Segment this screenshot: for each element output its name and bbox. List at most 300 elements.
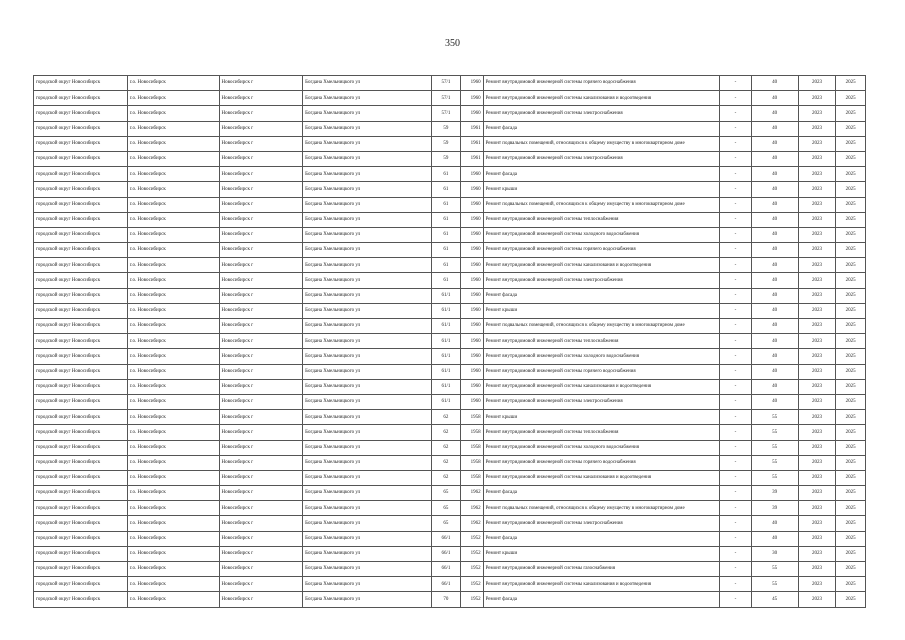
works-table bbox=[33, 75, 866, 608]
year-start-cell: 2023 bbox=[798, 394, 836, 409]
district-cell: г.о. Новосибирск bbox=[127, 349, 219, 364]
year-end-cell: 2025 bbox=[836, 106, 866, 121]
city-cell: Новосибирск г bbox=[219, 470, 303, 485]
year-cell: 1961 bbox=[461, 121, 483, 136]
dash-cell: - bbox=[720, 197, 752, 212]
year-cell: 1952 bbox=[461, 577, 483, 592]
house-cell: 61 bbox=[431, 182, 461, 197]
year-end-cell: 2025 bbox=[836, 394, 866, 409]
year-cell: 1960 bbox=[461, 364, 483, 379]
district-cell: г.о. Новосибирск bbox=[127, 470, 219, 485]
work-type-cell: Ремонт внутридомовой инженерной системы электроснабжения bbox=[483, 516, 720, 531]
house-cell: 61/1 bbox=[431, 288, 461, 303]
year-cell: 1960 bbox=[461, 91, 483, 106]
year-start-cell: 2023 bbox=[798, 410, 836, 425]
street-cell: Богдана Хмельницкого ул bbox=[303, 151, 431, 166]
district-cell: г.о. Новосибирск bbox=[127, 562, 219, 577]
house-cell: 61/1 bbox=[431, 334, 461, 349]
year-end-cell: 2025 bbox=[836, 364, 866, 379]
year-cell: 1960 bbox=[461, 394, 483, 409]
street-cell: Богдана Хмельницкого ул bbox=[303, 106, 431, 121]
year-start-cell: 2023 bbox=[798, 288, 836, 303]
house-cell: 61 bbox=[431, 212, 461, 227]
district-cell: г.о. Новосибирск bbox=[127, 364, 219, 379]
city-cell: Новосибирск г bbox=[219, 197, 303, 212]
house-cell: 61/1 bbox=[431, 303, 461, 318]
year-cell: 1960 bbox=[461, 303, 483, 318]
municipality-cell: городской округ Новосибирск bbox=[34, 516, 128, 531]
table-row bbox=[34, 379, 866, 394]
table-row bbox=[34, 91, 866, 106]
house-cell: 61 bbox=[431, 273, 461, 288]
municipality-cell: городской округ Новосибирск bbox=[34, 91, 128, 106]
table-row bbox=[34, 288, 866, 303]
work-type-cell: Ремонт фасада bbox=[483, 592, 720, 607]
house-cell: 66/1 bbox=[431, 546, 461, 561]
year-cell: 1961 bbox=[461, 151, 483, 166]
year-start-cell: 2023 bbox=[798, 106, 836, 121]
value-cell: 40 bbox=[751, 91, 798, 106]
municipality-cell: городской округ Новосибирск bbox=[34, 501, 128, 516]
value-cell: 40 bbox=[751, 258, 798, 273]
work-type-cell: Ремонт подвальных помещений, относящихся к общему имуществу в многоквартирном доме bbox=[483, 136, 720, 151]
house-cell: 59 bbox=[431, 151, 461, 166]
work-type-cell: Ремонт внутридомовой инженерной системы горячего водоснабжения bbox=[483, 364, 720, 379]
city-cell: Новосибирск г bbox=[219, 227, 303, 242]
house-cell: 62 bbox=[431, 410, 461, 425]
year-end-cell: 2025 bbox=[836, 425, 866, 440]
year-end-cell: 2025 bbox=[836, 151, 866, 166]
city-cell: Новосибирск г bbox=[219, 531, 303, 546]
district-cell: г.о. Новосибирск bbox=[127, 410, 219, 425]
city-cell: Новосибирск г bbox=[219, 273, 303, 288]
year-end-cell: 2025 bbox=[836, 303, 866, 318]
year-start-cell: 2023 bbox=[798, 470, 836, 485]
value-cell: 40 bbox=[751, 273, 798, 288]
municipality-cell: городской округ Новосибирск bbox=[34, 303, 128, 318]
table-row bbox=[34, 227, 866, 242]
street-cell: Богдана Хмельницкого ул bbox=[303, 531, 431, 546]
house-cell: 66/1 bbox=[431, 562, 461, 577]
value-cell: 40 bbox=[751, 334, 798, 349]
city-cell: Новосибирск г bbox=[219, 76, 303, 91]
city-cell: Новосибирск г bbox=[219, 562, 303, 577]
city-cell: Новосибирск г bbox=[219, 319, 303, 334]
dash-cell: - bbox=[720, 394, 752, 409]
city-cell: Новосибирск г bbox=[219, 394, 303, 409]
year-cell: 1960 bbox=[461, 349, 483, 364]
value-cell: 40 bbox=[751, 106, 798, 121]
value-cell: 40 bbox=[751, 212, 798, 227]
house-cell: 62 bbox=[431, 440, 461, 455]
house-cell: 57/1 bbox=[431, 106, 461, 121]
year-end-cell: 2025 bbox=[836, 76, 866, 91]
house-cell: 62 bbox=[431, 455, 461, 470]
work-type-cell: Ремонт фасада bbox=[483, 486, 720, 501]
value-cell: 55 bbox=[751, 440, 798, 455]
city-cell: Новосибирск г bbox=[219, 303, 303, 318]
work-type-cell: Ремонт внутридомовой инженерной системы канализования и водоотведения bbox=[483, 258, 720, 273]
work-type-cell: Ремонт внутридомовой инженерной системы горячего водоснабжения bbox=[483, 455, 720, 470]
dash-cell: - bbox=[720, 288, 752, 303]
year-cell: 1960 bbox=[461, 167, 483, 182]
table-row bbox=[34, 121, 866, 136]
street-cell: Богдана Хмельницкого ул bbox=[303, 425, 431, 440]
city-cell: Новосибирск г bbox=[219, 364, 303, 379]
street-cell: Богдана Хмельницкого ул bbox=[303, 227, 431, 242]
year-end-cell: 2025 bbox=[836, 516, 866, 531]
year-cell: 1962 bbox=[461, 486, 483, 501]
municipality-cell: городской округ Новосибирск bbox=[34, 212, 128, 227]
municipality-cell: городской округ Новосибирск bbox=[34, 273, 128, 288]
house-cell: 61/1 bbox=[431, 319, 461, 334]
street-cell: Богдана Хмельницкого ул bbox=[303, 273, 431, 288]
year-end-cell: 2025 bbox=[836, 577, 866, 592]
value-cell: 40 bbox=[751, 303, 798, 318]
dash-cell: - bbox=[720, 91, 752, 106]
work-type-cell: Ремонт подвальных помещений, относящихся к общему имуществу в многоквартирном доме bbox=[483, 197, 720, 212]
house-cell: 61/1 bbox=[431, 394, 461, 409]
work-type-cell: Ремонт внутридомовой инженерной системы холодного водоснабжения bbox=[483, 440, 720, 455]
municipality-cell: городской округ Новосибирск bbox=[34, 258, 128, 273]
value-cell: 40 bbox=[751, 364, 798, 379]
year-end-cell: 2025 bbox=[836, 531, 866, 546]
value-cell: 40 bbox=[751, 182, 798, 197]
district-cell: г.о. Новосибирск bbox=[127, 425, 219, 440]
year-start-cell: 2023 bbox=[798, 167, 836, 182]
municipality-cell: городской округ Новосибирск bbox=[34, 440, 128, 455]
year-end-cell: 2025 bbox=[836, 182, 866, 197]
dash-cell: - bbox=[720, 121, 752, 136]
dash-cell: - bbox=[720, 546, 752, 561]
year-end-cell: 2025 bbox=[836, 470, 866, 485]
year-start-cell: 2023 bbox=[798, 501, 836, 516]
municipality-cell: городской округ Новосибирск bbox=[34, 106, 128, 121]
district-cell: г.о. Новосибирск bbox=[127, 258, 219, 273]
municipality-cell: городской округ Новосибирск bbox=[34, 227, 128, 242]
year-start-cell: 2023 bbox=[798, 379, 836, 394]
city-cell: Новосибирск г bbox=[219, 106, 303, 121]
value-cell: 40 bbox=[751, 243, 798, 258]
dash-cell: - bbox=[720, 592, 752, 607]
dash-cell: - bbox=[720, 106, 752, 121]
table-row bbox=[34, 394, 866, 409]
work-type-cell: Ремонт внутридомовой инженерной системы горячего водоснабжения bbox=[483, 243, 720, 258]
table-row bbox=[34, 136, 866, 151]
work-type-cell: Ремонт крыши bbox=[483, 303, 720, 318]
year-start-cell: 2023 bbox=[798, 349, 836, 364]
district-cell: г.о. Новосибирск bbox=[127, 197, 219, 212]
dash-cell: - bbox=[720, 273, 752, 288]
year-end-cell: 2025 bbox=[836, 243, 866, 258]
street-cell: Богдана Хмельницкого ул bbox=[303, 501, 431, 516]
work-type-cell: Ремонт внутридомовой инженерной системы электроснабжения bbox=[483, 151, 720, 166]
street-cell: Богдана Хмельницкого ул bbox=[303, 562, 431, 577]
value-cell: 45 bbox=[751, 592, 798, 607]
year-end-cell: 2025 bbox=[836, 501, 866, 516]
municipality-cell: городской округ Новосибирск bbox=[34, 151, 128, 166]
municipality-cell: городской округ Новосибирск bbox=[34, 470, 128, 485]
year-start-cell: 2023 bbox=[798, 136, 836, 151]
street-cell: Богдана Хмельницкого ул bbox=[303, 182, 431, 197]
municipality-cell: городской округ Новосибирск bbox=[34, 182, 128, 197]
table-row bbox=[34, 364, 866, 379]
table-row bbox=[34, 167, 866, 182]
district-cell: г.о. Новосибирск bbox=[127, 243, 219, 258]
dash-cell: - bbox=[720, 319, 752, 334]
street-cell: Богдана Хмельницкого ул bbox=[303, 136, 431, 151]
work-type-cell: Ремонт внутридомовой инженерной системы канализования и водоотведения bbox=[483, 379, 720, 394]
city-cell: Новосибирск г bbox=[219, 425, 303, 440]
municipality-cell: городской округ Новосибирск bbox=[34, 592, 128, 607]
table-row bbox=[34, 410, 866, 425]
district-cell: г.о. Новосибирск bbox=[127, 379, 219, 394]
work-type-cell: Ремонт крыши bbox=[483, 182, 720, 197]
table-row bbox=[34, 319, 866, 334]
table-row bbox=[34, 562, 866, 577]
work-type-cell: Ремонт фасада bbox=[483, 531, 720, 546]
year-cell: 1960 bbox=[461, 334, 483, 349]
street-cell: Богдана Хмельницкого ул bbox=[303, 121, 431, 136]
year-cell: 1958 bbox=[461, 425, 483, 440]
value-cell: 40 bbox=[751, 349, 798, 364]
year-start-cell: 2023 bbox=[798, 334, 836, 349]
dash-cell: - bbox=[720, 303, 752, 318]
city-cell: Новосибирск г bbox=[219, 243, 303, 258]
work-type-cell: Ремонт внутридомовой инженерной системы теплоснабжения bbox=[483, 334, 720, 349]
year-start-cell: 2023 bbox=[798, 577, 836, 592]
year-end-cell: 2025 bbox=[836, 212, 866, 227]
house-cell: 61 bbox=[431, 227, 461, 242]
house-cell: 61 bbox=[431, 167, 461, 182]
house-cell: 66/1 bbox=[431, 531, 461, 546]
work-type-cell: Ремонт подвальных помещений, относящихся к общему имуществу в многоквартирном доме bbox=[483, 501, 720, 516]
value-cell: 40 bbox=[751, 379, 798, 394]
municipality-cell: городской округ Новосибирск bbox=[34, 425, 128, 440]
district-cell: г.о. Новосибирск bbox=[127, 319, 219, 334]
municipality-cell: городской округ Новосибирск bbox=[34, 76, 128, 91]
dash-cell: - bbox=[720, 136, 752, 151]
year-start-cell: 2023 bbox=[798, 258, 836, 273]
work-type-cell: Ремонт внутридомовой инженерной системы теплоснабжения bbox=[483, 425, 720, 440]
year-cell: 1960 bbox=[461, 227, 483, 242]
city-cell: Новосибирск г bbox=[219, 546, 303, 561]
work-type-cell: Ремонт внутридомовой инженерной системы канализования и водоотведения bbox=[483, 470, 720, 485]
street-cell: Богдана Хмельницкого ул bbox=[303, 364, 431, 379]
house-cell: 57/1 bbox=[431, 76, 461, 91]
table-row bbox=[34, 440, 866, 455]
house-cell: 57/1 bbox=[431, 91, 461, 106]
street-cell: Богдана Хмельницкого ул bbox=[303, 288, 431, 303]
house-cell: 70 bbox=[431, 592, 461, 607]
work-type-cell: Ремонт внутридомовой инженерной системы теплоснабжения bbox=[483, 212, 720, 227]
table-body bbox=[34, 76, 866, 608]
street-cell: Богдана Хмельницкого ул bbox=[303, 212, 431, 227]
house-cell: 61 bbox=[431, 258, 461, 273]
street-cell: Богдана Хмельницкого ул bbox=[303, 486, 431, 501]
district-cell: г.о. Новосибирск bbox=[127, 151, 219, 166]
work-type-cell: Ремонт внутридомовой инженерной системы холодного водоснабжения bbox=[483, 349, 720, 364]
table-row bbox=[34, 577, 866, 592]
value-cell: 55 bbox=[751, 562, 798, 577]
municipality-cell: городской округ Новосибирск bbox=[34, 379, 128, 394]
year-cell: 1952 bbox=[461, 592, 483, 607]
year-cell: 1960 bbox=[461, 319, 483, 334]
year-cell: 1952 bbox=[461, 546, 483, 561]
table-row bbox=[34, 425, 866, 440]
city-cell: Новосибирск г bbox=[219, 592, 303, 607]
value-cell: 40 bbox=[751, 121, 798, 136]
city-cell: Новосибирск г bbox=[219, 136, 303, 151]
work-type-cell: Ремонт подвальных помещений, относящихся к общему имуществу в многоквартирном доме bbox=[483, 319, 720, 334]
year-start-cell: 2023 bbox=[798, 182, 836, 197]
year-start-cell: 2023 bbox=[798, 227, 836, 242]
work-type-cell: Ремонт фасада bbox=[483, 121, 720, 136]
value-cell: 55 bbox=[751, 410, 798, 425]
municipality-cell: городской округ Новосибирск bbox=[34, 167, 128, 182]
value-cell: 40 bbox=[751, 319, 798, 334]
dash-cell: - bbox=[720, 562, 752, 577]
year-cell: 1960 bbox=[461, 106, 483, 121]
district-cell: г.о. Новосибирск bbox=[127, 531, 219, 546]
dash-cell: - bbox=[720, 76, 752, 91]
municipality-cell: городской округ Новосибирск bbox=[34, 546, 128, 561]
year-end-cell: 2025 bbox=[836, 197, 866, 212]
street-cell: Богдана Хмельницкого ул bbox=[303, 577, 431, 592]
city-cell: Новосибирск г bbox=[219, 334, 303, 349]
value-cell: 39 bbox=[751, 486, 798, 501]
year-start-cell: 2023 bbox=[798, 592, 836, 607]
street-cell: Богдана Хмельницкого ул bbox=[303, 379, 431, 394]
table-row bbox=[34, 303, 866, 318]
house-cell: 65 bbox=[431, 516, 461, 531]
city-cell: Новосибирск г bbox=[219, 455, 303, 470]
year-start-cell: 2023 bbox=[798, 76, 836, 91]
year-cell: 1960 bbox=[461, 243, 483, 258]
city-cell: Новосибирск г bbox=[219, 516, 303, 531]
work-type-cell: Ремонт внутридомовой инженерной системы электроснабжения bbox=[483, 394, 720, 409]
year-cell: 1962 bbox=[461, 516, 483, 531]
house-cell: 65 bbox=[431, 486, 461, 501]
street-cell: Богдана Хмельницкого ул bbox=[303, 258, 431, 273]
dash-cell: - bbox=[720, 258, 752, 273]
city-cell: Новосибирск г bbox=[219, 91, 303, 106]
city-cell: Новосибирск г bbox=[219, 258, 303, 273]
dash-cell: - bbox=[720, 440, 752, 455]
year-cell: 1960 bbox=[461, 273, 483, 288]
street-cell: Богдана Хмельницкого ул bbox=[303, 243, 431, 258]
year-end-cell: 2025 bbox=[836, 349, 866, 364]
municipality-cell: городской округ Новосибирск bbox=[34, 394, 128, 409]
year-end-cell: 2025 bbox=[836, 592, 866, 607]
table-row bbox=[34, 212, 866, 227]
year-start-cell: 2023 bbox=[798, 546, 836, 561]
year-cell: 1960 bbox=[461, 76, 483, 91]
table-row bbox=[34, 151, 866, 166]
district-cell: г.о. Новосибирск bbox=[127, 273, 219, 288]
year-cell: 1960 bbox=[461, 379, 483, 394]
city-cell: Новосибирск г bbox=[219, 501, 303, 516]
value-cell: 55 bbox=[751, 577, 798, 592]
year-start-cell: 2023 bbox=[798, 531, 836, 546]
year-start-cell: 2023 bbox=[798, 425, 836, 440]
year-cell: 1952 bbox=[461, 562, 483, 577]
city-cell: Новосибирск г bbox=[219, 577, 303, 592]
municipality-cell: городской округ Новосибирск bbox=[34, 455, 128, 470]
table-row bbox=[34, 349, 866, 364]
dash-cell: - bbox=[720, 455, 752, 470]
district-cell: г.о. Новосибирск bbox=[127, 121, 219, 136]
city-cell: Новосибирск г bbox=[219, 151, 303, 166]
district-cell: г.о. Новосибирск bbox=[127, 455, 219, 470]
street-cell: Богдана Хмельницкого ул bbox=[303, 592, 431, 607]
municipality-cell: городской округ Новосибирск bbox=[34, 562, 128, 577]
year-end-cell: 2025 bbox=[836, 379, 866, 394]
value-cell: 40 bbox=[751, 288, 798, 303]
district-cell: г.о. Новосибирск bbox=[127, 501, 219, 516]
city-cell: Новосибирск г bbox=[219, 212, 303, 227]
street-cell: Богдана Хмельницкого ул bbox=[303, 197, 431, 212]
house-cell: 61/1 bbox=[431, 379, 461, 394]
work-type-cell: Ремонт фасада bbox=[483, 288, 720, 303]
value-cell: 55 bbox=[751, 470, 798, 485]
year-start-cell: 2023 bbox=[798, 243, 836, 258]
year-start-cell: 2023 bbox=[798, 486, 836, 501]
city-cell: Новосибирск г bbox=[219, 440, 303, 455]
dash-cell: - bbox=[720, 486, 752, 501]
value-cell: 40 bbox=[751, 531, 798, 546]
dash-cell: - bbox=[720, 379, 752, 394]
table-row bbox=[34, 455, 866, 470]
table-row bbox=[34, 273, 866, 288]
dash-cell: - bbox=[720, 501, 752, 516]
house-cell: 62 bbox=[431, 470, 461, 485]
table-row bbox=[34, 546, 866, 561]
municipality-cell: городской округ Новосибирск bbox=[34, 577, 128, 592]
street-cell: Богдана Хмельницкого ул bbox=[303, 546, 431, 561]
street-cell: Богдана Хмельницкого ул bbox=[303, 349, 431, 364]
municipality-cell: городской округ Новосибирск bbox=[34, 410, 128, 425]
value-cell: 40 bbox=[751, 151, 798, 166]
dash-cell: - bbox=[720, 349, 752, 364]
year-cell: 1958 bbox=[461, 470, 483, 485]
city-cell: Новосибирск г bbox=[219, 288, 303, 303]
dash-cell: - bbox=[720, 212, 752, 227]
value-cell: 55 bbox=[751, 455, 798, 470]
house-cell: 59 bbox=[431, 136, 461, 151]
table-row bbox=[34, 197, 866, 212]
value-cell: 40 bbox=[751, 136, 798, 151]
year-cell: 1958 bbox=[461, 410, 483, 425]
city-cell: Новосибирск г bbox=[219, 410, 303, 425]
city-cell: Новосибирск г bbox=[219, 182, 303, 197]
house-cell: 62 bbox=[431, 425, 461, 440]
dash-cell: - bbox=[720, 334, 752, 349]
value-cell: 55 bbox=[751, 425, 798, 440]
municipality-cell: городской округ Новосибирск bbox=[34, 121, 128, 136]
table-row bbox=[34, 258, 866, 273]
city-cell: Новосибирск г bbox=[219, 167, 303, 182]
year-end-cell: 2025 bbox=[836, 486, 866, 501]
value-cell: 40 bbox=[751, 516, 798, 531]
municipality-cell: городской округ Новосибирск bbox=[34, 486, 128, 501]
district-cell: г.о. Новосибирск bbox=[127, 486, 219, 501]
year-end-cell: 2025 bbox=[836, 136, 866, 151]
year-cell: 1952 bbox=[461, 531, 483, 546]
district-cell: г.о. Новосибирск bbox=[127, 91, 219, 106]
year-end-cell: 2025 bbox=[836, 273, 866, 288]
district-cell: г.о. Новосибирск bbox=[127, 182, 219, 197]
